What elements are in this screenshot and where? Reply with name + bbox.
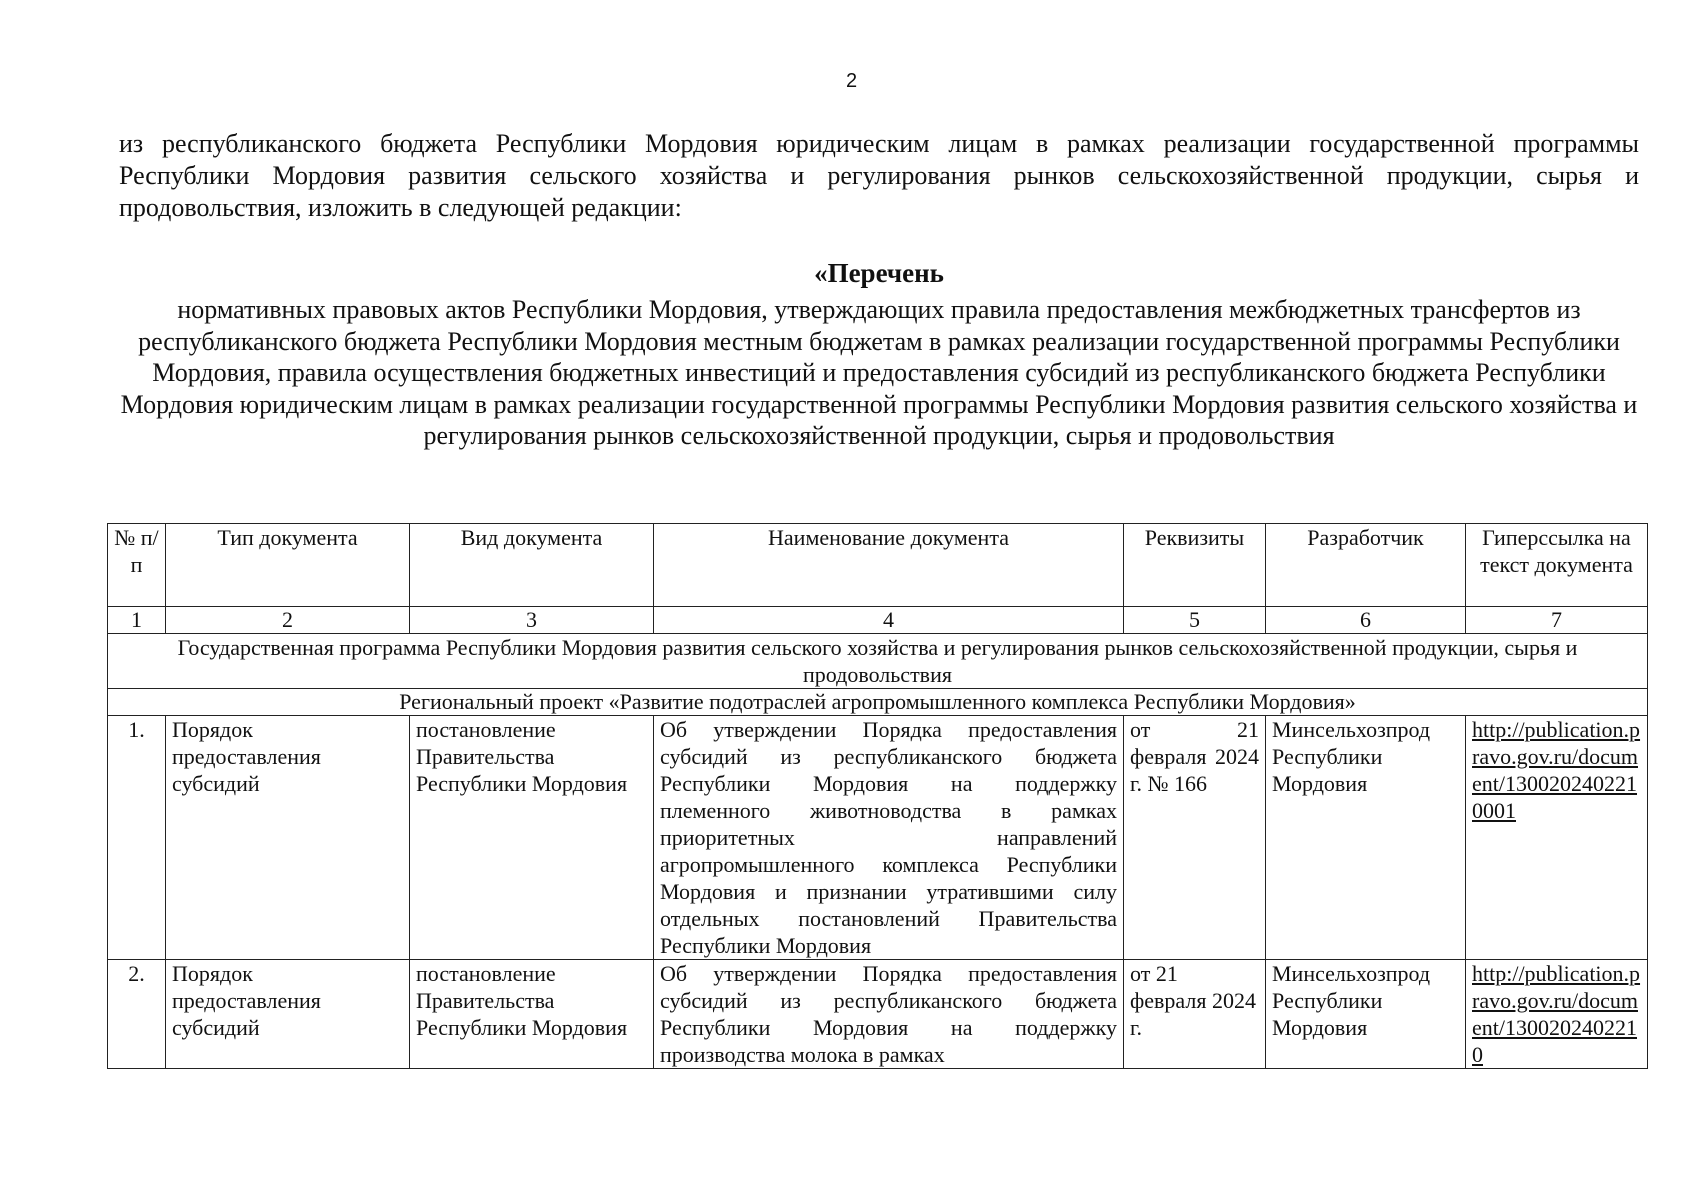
table-row [108,716,1648,960]
page-number: 2 [845,70,858,92]
intro-paragraph: из республиканского бюджета Республики Мордовия юридическим лицам в рамках реализации государственной программы Республики Мордовия развития сельского хозяйства и регулирования рынков сельскохозяйственной продукции, сырья и продовольствия, изложить в следующей редакции: [119,129,1639,222]
header-developer: Разработчик [1266,524,1466,607]
header-doc-kind: Вид документа [410,524,654,607]
requisites-cell: от 21 февраля 2024 г. [1124,960,1266,1069]
header-doc-name: Наименование документа [654,524,1124,607]
column-number: 5 [1124,607,1266,634]
column-number: 1 [108,607,166,634]
header-doc-type: Тип документа [166,524,410,607]
program-title: Государственная программа Республики Мордовия развития сельского хозяйства и регулирования рынков сельскохозяйственной продукции, сырья и продовольствия [108,634,1648,689]
doc-name-cell: Об утверждении Порядка предоставления субсидий из республиканского бюджета Республики Мордовия на поддержку производства молока в рамках [654,960,1124,1069]
developer-cell: Минсельхозпрод Республики Мордовия [1266,960,1466,1069]
developer-cell: Минсельхозпрод Республики Мордовия [1266,716,1466,960]
column-number: 7 [1466,607,1648,634]
doc-kind-cell: постановление Правительства Республики Мордовия [410,716,654,960]
acts-table [107,523,1648,1069]
document-link[interactable]: http://publication.pravo.gov.ru/document/1300202402210 [1472,961,1641,1067]
column-number: 2 [166,607,410,634]
table-row [108,960,1648,1069]
header-requisites: Реквизиты [1124,524,1266,607]
row-number: 1. [108,716,166,960]
column-number: 4 [654,607,1124,634]
list-heading: «Перечень [814,258,944,288]
list-subheading: нормативных правовых актов Республики Мордовия, утверждающих правила предоставления межбюджетных трансфертов из республиканского бюджета Республики Мордовия местным бюджетам в рамках реализации государственной программы Республики Мордовия, правила осуществления бюджетных инвестиций и предоставления субсидий из республиканского бюджета Республики Мордовия юридическим лицам в рамках реализации государственной программы Республики Мордовия развития сельского хозяйства и регулирования рынков сельскохозяйственной продукции, сырья и продовольствия [120,295,1638,450]
doc-type-cell: Порядок предоставления субсидий [166,960,410,1069]
column-number: 3 [410,607,654,634]
document-link[interactable]: http://publication.pravo.gov.ru/document/1300202402210001 [1472,717,1641,823]
row-number: 2. [108,960,166,1069]
link-cell [1466,960,1648,1069]
table-header-row [108,524,1648,607]
project-title: Региональный проект «Развитие подотраслей агропромышленного комплекса Республики Мордовия» [108,689,1648,716]
doc-kind-cell: постановление Правительства Республики Мордовия [410,960,654,1069]
doc-type-cell: Порядок предоставления субсидий [166,716,410,960]
header-num: № п/п [108,524,166,607]
column-number: 6 [1266,607,1466,634]
requisites-cell: от 21 февраля 2024 г. № 166 [1124,716,1266,960]
project-row [108,689,1648,716]
doc-name-cell: Об утверждении Порядка предоставления субсидий из республиканского бюджета Республики Мордовия на поддержку племенного животноводства в рамках приоритетных направлений агропромышленного комплекса Республики Мордовия и признании утратившими силу отдельных постановлений Правительства Республики Мордовия [654,716,1124,960]
program-row [108,634,1648,689]
header-link: Гиперссылка на текст документа [1466,524,1648,607]
column-number-row [108,607,1648,634]
link-cell [1466,716,1648,960]
